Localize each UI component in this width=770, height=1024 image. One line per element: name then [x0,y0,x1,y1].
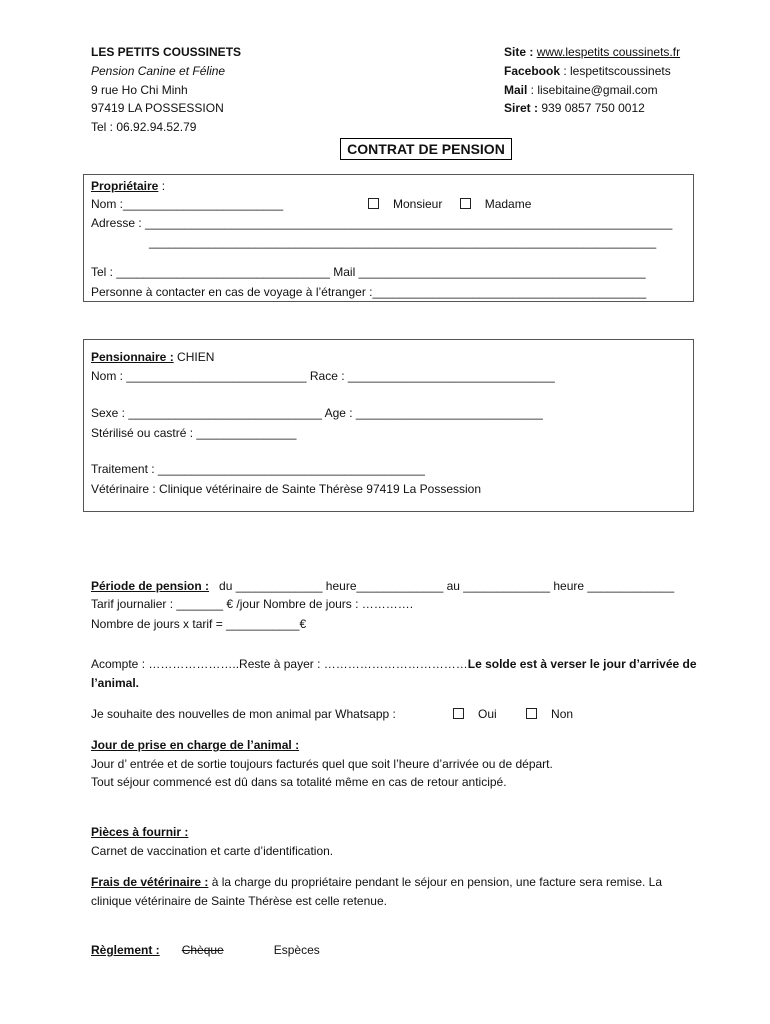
pet-nom-race-field[interactable]: Nom : ___________________________ Race : _______________________________ [91,369,555,383]
period-heading: Période de pension : [91,579,210,593]
owner-heading-suffix: : [158,179,166,193]
company-subtitle: Pension Canine et Féline [91,64,226,78]
siret-label: Siret : [504,101,539,115]
whatsapp-oui-label: Oui [478,707,497,721]
owner-contact-field[interactable]: Personne à contacter en cas de voyage à l’étranger :_________________________________________ [91,285,647,299]
pet-sterilise-field[interactable]: Stérilisé ou castré : _______________ [91,426,297,440]
prise-en-charge-line2: Tout séjour commencé est dû dans sa totalité même en cas de retour anticipé. [91,775,507,789]
contract-title: CONTRAT DE PENSION [340,138,512,160]
pet-veterinaire: Vétérinaire : Clinique vétérinaire de Sainte Thérèse 97419 La Possession [91,482,482,496]
company-city: 97419 LA POSSESSION [91,101,224,115]
site-label: Site : [504,45,534,59]
tarif-field[interactable]: Tarif journalier : _______ € /jour Nombre de jours : …………. [91,597,414,611]
madame-checkbox[interactable] [460,198,471,209]
facebook-line [504,63,671,79]
period-dates-field[interactable]: du _____________ heure_____________ au _____________ heure _____________ [209,579,675,593]
monsieur-checkbox[interactable] [368,198,379,209]
mail-value: : lisebitaine@gmail.com [527,83,658,97]
company-tel: Tel : 06.92.94.52.79 [91,120,197,134]
pet-heading-line [91,349,214,365]
prise-en-charge-line1: Jour d’ entrée et de sortie toujours facturés quel que soit l’heure d’arrivée ou de départ. [91,757,553,771]
company-name: LES PETITS COUSSINETS [91,45,242,59]
total-field[interactable]: Nombre de jours x tarif = ___________€ [91,617,307,631]
siret-line [504,100,645,116]
owner-adresse-field-2[interactable]: ____________________________________________________________________________ [149,235,657,249]
pet-species: CHIEN [173,350,215,364]
reglement-heading: Règlement : [91,943,160,957]
acompte-line [91,656,697,672]
owner-nom-field[interactable]: Nom :________________________ [91,197,284,211]
madame-label: Madame [484,197,532,211]
mail-label: Mail [504,83,528,97]
owner-heading-line [91,178,165,194]
siret-value: 939 0857 750 0012 [538,101,645,115]
pet-heading: Pensionnaire : [91,350,174,364]
whatsapp-question: Je souhaite des nouvelles de mon animal par Whatsapp : [91,707,396,721]
frais-line2: clinique vétérinaire de Sainte Thérèse est celle retenue. [91,894,387,908]
pet-traitement-field[interactable]: Traitement : ________________________________________ [91,462,425,476]
facebook-label: Facebook [504,64,561,78]
civility-options [368,196,531,212]
acompte-field[interactable]: Acompte : …………………..Reste à payer : ……………………………… [91,657,468,671]
frais-heading: Frais de vétérinaire : [91,875,209,889]
period-line [91,578,674,594]
owner-tel-mail-field[interactable]: Tel : ________________________________ Mail ___________________________________________ [91,265,646,279]
facebook-value: : lespetitscoussinets [560,64,671,78]
whatsapp-options [453,706,573,722]
reglement-line [91,942,320,958]
pet-sexe-age-field[interactable]: Sexe : _____________________________ Age : ____________________________ [91,406,543,420]
acompte-note: Le solde est à verser le jour d’arrivée de [467,657,697,671]
pieces-line1: Carnet de vaccination et carte d’identification. [91,844,334,858]
frais-text: à la charge du propriétaire pendant le séjour en pension, une facture sera remise. La [208,875,663,889]
whatsapp-non-label: Non [551,707,574,721]
reglement-cheque-option[interactable]: Chèque [181,943,224,957]
monsieur-label: Monsieur [393,197,443,211]
acompte-note-line2: l’animal. [91,676,140,690]
frais-line [91,874,662,890]
owner-adresse-field[interactable]: Adresse : _______________________________________________________________________________ [91,216,673,230]
whatsapp-oui-checkbox[interactable] [453,708,464,719]
company-street: 9 rue Ho Chi Minh [91,83,188,97]
pieces-heading: Pièces à fournir : [91,825,189,839]
reglement-especes-option[interactable]: Espèces [273,943,320,957]
whatsapp-non-checkbox[interactable] [526,708,537,719]
prise-en-charge-heading: Jour de prise en charge de l’animal : [91,738,300,752]
site-line [504,44,680,60]
site-link[interactable]: www.lespetits coussinets.fr [536,45,681,59]
mail-line [504,82,658,98]
owner-heading: Propriétaire [91,179,159,193]
